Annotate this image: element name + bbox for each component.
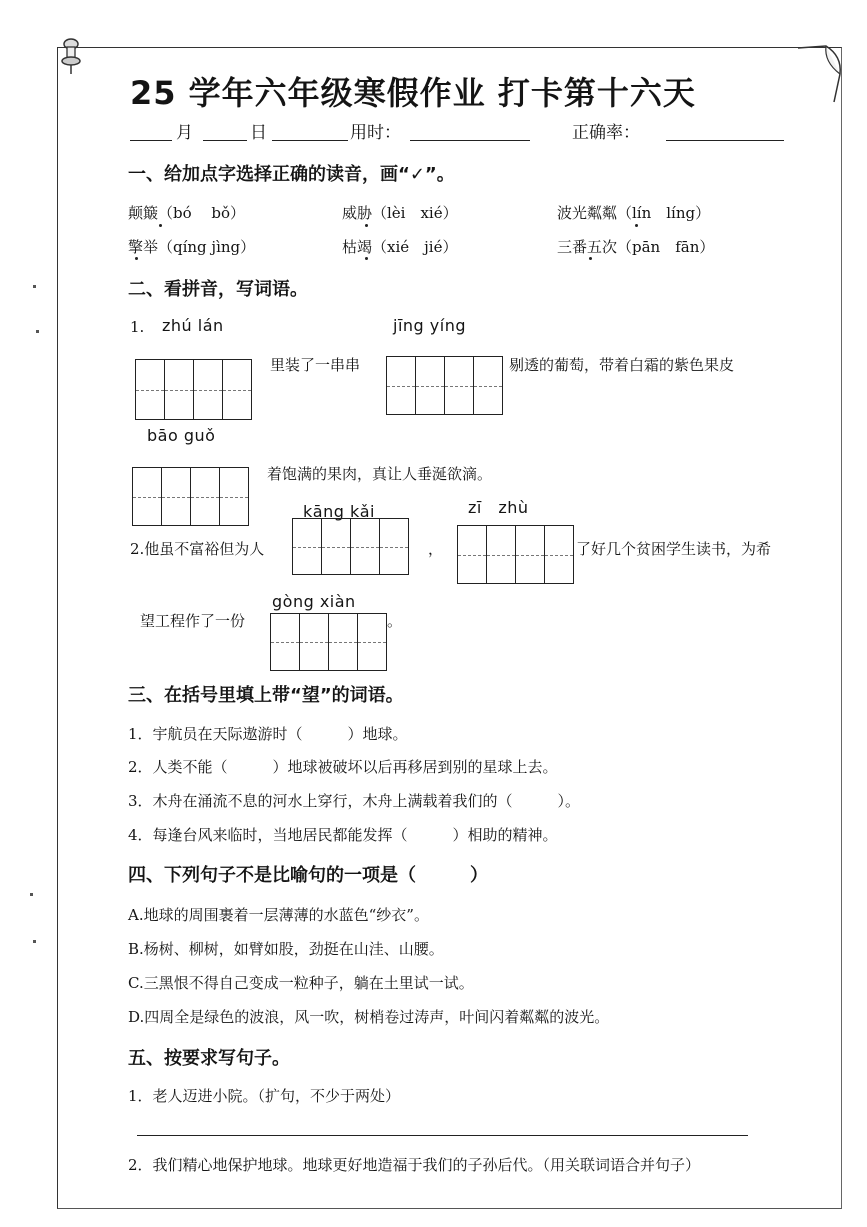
sentence-text: 剔透的葡萄，带着白霜的紫色果皮 <box>509 356 735 374</box>
punctuation: ， <box>428 540 444 558</box>
s5-item: 2．我们精心地保护地球。地球更好地造福于我们的子孙后代。（用关联词语合并句子） <box>128 1156 701 1174</box>
pinyin-prompt: kāng kǎi <box>303 502 375 521</box>
pinyin-prompt: zī zhù <box>468 498 529 517</box>
writing-grid[interactable] <box>132 467 249 526</box>
pinyin-prompt: jīng yíng <box>393 316 466 335</box>
punctuation: 。 <box>387 612 403 630</box>
option-a[interactable]: A.地球的周围裹着一层薄薄的水蓝色“纱衣”。 <box>128 906 429 924</box>
time-label: 用时： <box>350 123 401 143</box>
s1-item: 波光粼粼（lín líng） <box>557 204 711 222</box>
month-label: 月 <box>176 123 193 143</box>
scan-speck <box>30 893 33 896</box>
section-3-heading: 三、在括号里填上带“望”的词语。 <box>128 685 404 706</box>
s3-item: 4．每逢台风来临时，当地居民都能发挥（ ）相助的精神。 <box>128 826 558 844</box>
page-title: 25 学年六年级寒假作业 打卡第十六天 <box>130 74 696 112</box>
section-2-heading: 二、看拼音，写词语。 <box>128 279 308 300</box>
pinyin-prompt: gòng xiàn <box>272 592 356 611</box>
page-curl-icon <box>796 44 846 104</box>
time-prefix-blank[interactable] <box>272 140 348 141</box>
s1-item: 枯竭（xié jié） <box>342 238 458 256</box>
s3-item: 2．人类不能（ ）地球被破坏以后再移居到别的星球上去。 <box>128 758 558 776</box>
writing-grid[interactable] <box>292 518 409 575</box>
sentence-text: 了好几个贫困学生读书，为希 <box>576 540 772 558</box>
accuracy-blank[interactable] <box>666 140 784 141</box>
scan-speck <box>33 940 36 943</box>
option-d[interactable]: D.四周全是绿色的波浪，风一吹，树梢卷过涛声，叶间闪着粼粼的波光。 <box>128 1008 610 1026</box>
s3-item: 1．宇航员在天际遨游时（ ）地球。 <box>128 725 408 743</box>
scan-speck <box>33 285 36 288</box>
answer-line[interactable] <box>137 1135 748 1136</box>
sentence-text: 着饱满的果肉，真让人垂涎欲滴。 <box>267 465 493 483</box>
emphasis-dot <box>365 224 368 227</box>
emphasis-dot <box>365 257 368 260</box>
s1-item: 威胁（lèi xié） <box>342 204 458 222</box>
month-blank[interactable] <box>130 140 172 141</box>
option-b[interactable]: B.杨树、柳树，如臂如股，劲挺在山洼、山腰。 <box>128 940 444 958</box>
section-4-heading: 四、下列句子不是比喻句的一项是（ ） <box>128 865 488 886</box>
pinyin-prompt: zhú lán <box>162 316 224 335</box>
time-blank[interactable] <box>410 140 530 141</box>
emphasis-dot <box>589 257 592 260</box>
emphasis-dot <box>159 224 162 227</box>
section-1-heading: 一、给加点字选择正确的读音，画“✓”。 <box>128 164 455 185</box>
day-blank[interactable] <box>203 140 247 141</box>
pinyin-prompt: bāo guǒ <box>147 426 216 445</box>
s1-item: 三番五次（pān fān） <box>557 238 715 256</box>
writing-grid[interactable] <box>270 613 387 671</box>
writing-grid[interactable] <box>135 359 252 420</box>
sentence-text: 里装了一串串 <box>270 356 361 374</box>
s1-item: 颠簸（bó bǒ） <box>128 204 246 222</box>
emphasis-dot <box>135 257 138 260</box>
s3-item: 3．木舟在涌流不息的河水上穿行，木舟上满载着我们的（ ）。 <box>128 792 581 810</box>
sentence-text: 2.他虽不富裕但为人 <box>130 540 265 558</box>
writing-grid[interactable] <box>457 525 574 584</box>
accuracy-label: 正确率： <box>572 123 640 143</box>
option-c[interactable]: C.三黑恨不得自己变成一粒种子，躺在土里试一试。 <box>128 974 474 992</box>
scan-speck <box>36 330 39 333</box>
day-label: 日 <box>250 123 267 143</box>
s1-item: 擎举（qíng jìng） <box>128 238 256 256</box>
pushpin-icon <box>60 36 82 76</box>
s5-item: 1．老人迈进小院。（扩句，不少于两处） <box>128 1087 401 1105</box>
section-5-heading: 五、按要求写句子。 <box>128 1048 290 1069</box>
writing-grid[interactable] <box>386 356 503 415</box>
question-number: 1. <box>130 318 145 336</box>
sentence-text: 望工程作了一份 <box>140 612 246 630</box>
emphasis-dot <box>635 224 638 227</box>
